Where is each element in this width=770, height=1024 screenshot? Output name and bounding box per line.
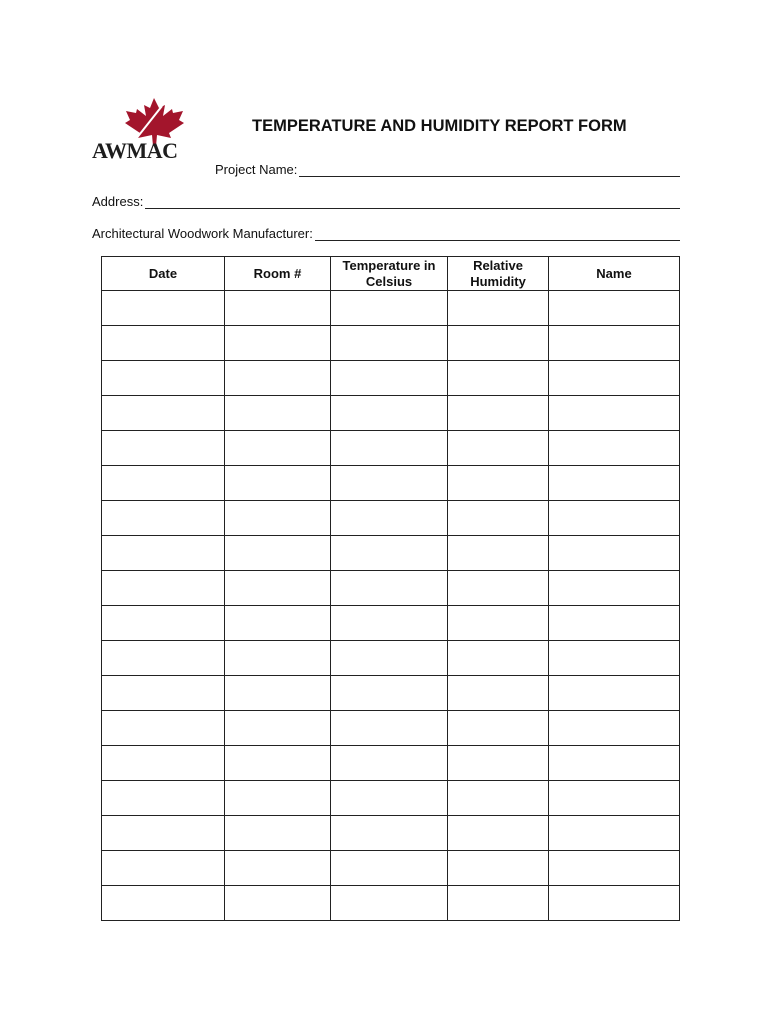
cell-temperature[interactable] (331, 606, 448, 641)
cell-humidity[interactable] (448, 396, 549, 431)
cell-date[interactable] (102, 816, 225, 851)
report-table (101, 256, 680, 921)
cell-date[interactable] (102, 781, 225, 816)
cell-date[interactable] (102, 466, 225, 501)
cell-date[interactable] (102, 536, 225, 571)
address-label: Address: (92, 194, 144, 209)
project-name-label: Project Name: (215, 162, 298, 177)
cell-room[interactable] (225, 571, 331, 606)
table-row (102, 781, 680, 816)
cell-humidity[interactable] (448, 816, 549, 851)
cell-date[interactable] (102, 746, 225, 781)
manufacturer-line[interactable] (315, 228, 680, 241)
cell-humidity[interactable] (448, 711, 549, 746)
cell-humidity[interactable] (448, 746, 549, 781)
cell-room[interactable] (225, 746, 331, 781)
cell-humidity[interactable] (448, 676, 549, 711)
awmac-logo (92, 96, 204, 166)
cell-date[interactable] (102, 676, 225, 711)
table-body (102, 291, 680, 921)
cell-room[interactable] (225, 361, 331, 396)
cell-name[interactable] (549, 851, 680, 886)
cell-date[interactable] (102, 501, 225, 536)
column-header-humidity (448, 257, 549, 291)
cell-name[interactable] (549, 291, 680, 326)
cell-room[interactable] (225, 396, 331, 431)
cell-room[interactable] (225, 501, 331, 536)
cell-humidity[interactable] (448, 641, 549, 676)
cell-humidity[interactable] (448, 571, 549, 606)
cell-humidity[interactable] (448, 781, 549, 816)
cell-temperature[interactable] (331, 431, 448, 466)
cell-humidity[interactable] (448, 851, 549, 886)
cell-name[interactable] (549, 466, 680, 501)
cell-date[interactable] (102, 396, 225, 431)
cell-room[interactable] (225, 606, 331, 641)
cell-room[interactable] (225, 676, 331, 711)
table-row (102, 361, 680, 396)
cell-room[interactable] (225, 711, 331, 746)
logo-wordmark: AWMAC (92, 138, 178, 163)
cell-date[interactable] (102, 711, 225, 746)
table-row (102, 396, 680, 431)
table-row (102, 676, 680, 711)
table-row (102, 641, 680, 676)
manufacturer-label: Architectural Woodwork Manufacturer: (92, 226, 313, 241)
cell-humidity[interactable] (448, 361, 549, 396)
cell-room[interactable] (225, 291, 331, 326)
manufacturer-field[interactable] (92, 226, 680, 241)
table-row (102, 466, 680, 501)
table-row (102, 431, 680, 466)
cell-date[interactable] (102, 326, 225, 361)
cell-temperature[interactable] (331, 361, 448, 396)
table-row (102, 746, 680, 781)
column-header-humidity-text: Relative Humidity (470, 257, 526, 289)
cell-room[interactable] (225, 851, 331, 886)
cell-temperature[interactable] (331, 746, 448, 781)
cell-room[interactable] (225, 431, 331, 466)
project-name-line[interactable] (299, 164, 680, 177)
cell-date[interactable] (102, 641, 225, 676)
column-header-name: Name (549, 257, 680, 291)
table-row (102, 536, 680, 571)
cell-date[interactable] (102, 361, 225, 396)
cell-room[interactable] (225, 886, 331, 921)
cell-temperature[interactable] (331, 816, 448, 851)
cell-room[interactable] (225, 781, 331, 816)
cell-humidity[interactable] (448, 606, 549, 641)
cell-date[interactable] (102, 851, 225, 886)
cell-name[interactable] (549, 886, 680, 921)
table-row (102, 501, 680, 536)
cell-date[interactable] (102, 291, 225, 326)
cell-temperature[interactable] (331, 466, 448, 501)
cell-temperature[interactable] (331, 501, 448, 536)
cell-humidity[interactable] (448, 536, 549, 571)
cell-name[interactable] (549, 746, 680, 781)
cell-name[interactable] (549, 781, 680, 816)
table-row (102, 886, 680, 921)
cell-humidity[interactable] (448, 431, 549, 466)
cell-humidity[interactable] (448, 501, 549, 536)
cell-temperature[interactable] (331, 711, 448, 746)
cell-temperature[interactable] (331, 571, 448, 606)
table-header-row (102, 257, 680, 291)
cell-name[interactable] (549, 536, 680, 571)
cell-name[interactable] (549, 501, 680, 536)
cell-temperature[interactable] (331, 781, 448, 816)
cell-name[interactable] (549, 711, 680, 746)
table-row (102, 326, 680, 361)
cell-name[interactable] (549, 606, 680, 641)
cell-name[interactable] (549, 326, 680, 361)
page-title: TEMPERATURE AND HUMIDITY REPORT FORM (252, 117, 627, 135)
table-row (102, 711, 680, 746)
cell-temperature[interactable] (331, 396, 448, 431)
table-row (102, 851, 680, 886)
cell-humidity[interactable] (448, 886, 549, 921)
cell-temperature[interactable] (331, 326, 448, 361)
cell-humidity[interactable] (448, 466, 549, 501)
cell-room[interactable] (225, 816, 331, 851)
table-row (102, 291, 680, 326)
cell-name[interactable] (549, 396, 680, 431)
table-row (102, 816, 680, 851)
cell-date[interactable] (102, 431, 225, 466)
cell-room[interactable] (225, 466, 331, 501)
table-row (102, 571, 680, 606)
cell-temperature[interactable] (331, 536, 448, 571)
cell-date[interactable] (102, 606, 225, 641)
cell-name[interactable] (549, 641, 680, 676)
cell-room[interactable] (225, 536, 331, 571)
cell-temperature[interactable] (331, 886, 448, 921)
cell-temperature[interactable] (331, 291, 448, 326)
cell-room[interactable] (225, 641, 331, 676)
cell-temperature[interactable] (331, 641, 448, 676)
cell-temperature[interactable] (331, 851, 448, 886)
cell-date[interactable] (102, 571, 225, 606)
column-header-date: Date (102, 257, 225, 291)
column-header-temperature-text: Temperature in Celsius (342, 257, 436, 289)
column-header-temperature (331, 257, 448, 291)
cell-name[interactable] (549, 571, 680, 606)
cell-temperature[interactable] (331, 676, 448, 711)
address-line[interactable] (145, 196, 680, 209)
table-row (102, 606, 680, 641)
cell-room[interactable] (225, 326, 331, 361)
cell-humidity[interactable] (448, 291, 549, 326)
cell-name[interactable] (549, 816, 680, 851)
address-field[interactable] (92, 194, 680, 209)
cell-date[interactable] (102, 886, 225, 921)
column-header-room: Room # (225, 257, 331, 291)
cell-name[interactable] (549, 431, 680, 466)
project-name-field[interactable] (215, 162, 680, 177)
cell-humidity[interactable] (448, 326, 549, 361)
cell-name[interactable] (549, 676, 680, 711)
cell-name[interactable] (549, 361, 680, 396)
